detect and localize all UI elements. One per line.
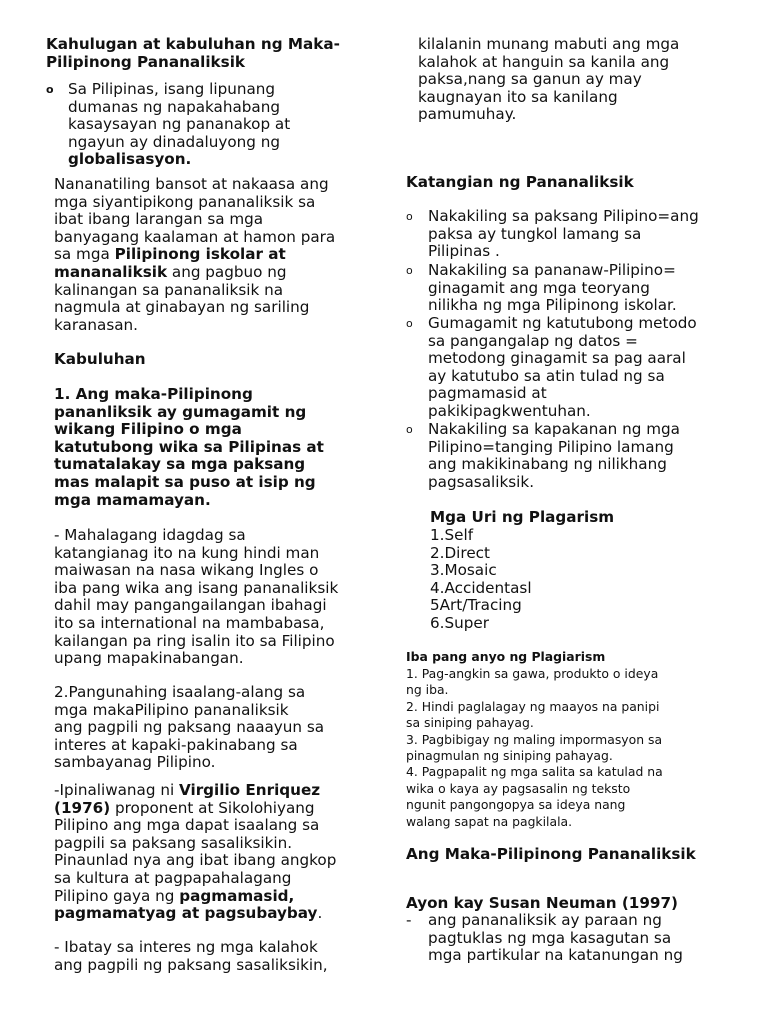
interes-paragraph: - Ibatay sa interes ng mga kalahok ang pagpili ng paksang sasaliksikin, [54,938,328,974]
enriquez-text-b: proponent at Sikolohiyang Pilipino ang mga dapat isaalang sa pagpili sa paksang sasaliksikin. Pinaunlad nya ang ibat ibang angkop sa kultura at pagpapahalagang Pilipino gaya ng [54,798,337,905]
bullet-marker: o [406,423,413,436]
katangian-item [406,315,697,421]
uri-item: 2.Direct [430,543,490,562]
uri-list [430,527,532,633]
katangian-heading: Katangian ng Pananaliksik [406,173,634,191]
intro-bullet-bold: globalisasyon. [68,150,192,169]
uri-item: 4.Accidentasl [430,578,532,597]
kabuluhan-point-2: 2.Pangunahing isaalang-alang sa mga makaPilipino pananaliksik ang pagpili ng paksang naaayun sa interes at kapaki-pakinabang sa sambayanag Pilipino. [54,683,325,772]
document-title: Kahulugan at kabuluhan ng Maka- Pilipinong Pananaliksik [46,35,340,71]
enriquez-text-c: . [317,904,323,923]
katangian-item [406,262,677,315]
iba-heading: Iba pang anyo ng Plagiarism [406,649,606,664]
intro-bullet [46,81,290,169]
intro-paragraph [54,176,335,334]
bullet-marker: o [406,210,413,223]
katangian-item-text: Nakakiling sa paksang Pilipino=ang paksa ay tungkol lamang sa Pilipinas . [428,207,699,261]
enriquez-text-a: -Ipinaliwanag ni [54,781,179,799]
continuation-paragraph: kilalanin munang mabuti ang mga kalahok at hanguin sa kanila ang paksa,nang sa ganun ay may kaugnayan ito sa kanilang pamumuhay. [418,35,680,124]
uri-heading: Mga Uri ng Plagarism [430,508,615,526]
bullet-marker: o [406,317,413,330]
neuman-item [406,912,683,965]
bullet-marker: o [46,83,54,96]
iba-list: 1. Pag-angkin sa gawa, produkto o ideya ng iba. 2. Hindi paglalagay ng maayos na panipi sa siniping pahayag. 3. Pagbibigay ng maling impormasyon sa pinagmulan ng siniping pahayag. 4. Pagpapalit ng mga salita sa katulad na wika o kaya ay pagsasalin ng teksto ngunit pangongopya sa ideya nang walang sapat na pagkilala. [406,666,663,829]
uri-item: 3.Mosaic [430,561,497,580]
uri-item: 6.Super [430,613,489,632]
neuman-text: ang pananaliksik ay paraan ng pagtuklas ng mga kasagutan sa mga partikular na katanungan ng [428,911,683,965]
kabuluhan-point-1: 1. Ang maka-Pilipinong pananliksik ay gumagamit ng wikang Filipino o mga katutubong wika sa Pilipinas at tumatalakay sa mga paksang mas malapit sa puso at isip ng mga mamamayan. [54,385,324,509]
katangian-item-text: Nakakiling sa kapakanan ng mga Pilipino=tanging Pilipino lamang ang makikinabang ng nilikhang pagsasaliksik. [428,420,680,491]
kabuluhan-note-1: - Mahalagang idagdag sa katangianag ito na kung hindi man maiwasan na nasa wikang Ingles o iba pang wika ang isang pananaliksik dahil may pangangailangan ibahagi ito sa international na mambabasa, kailangan pa ring isalin ito sa Filipino upang mapakinabangan. [54,526,339,668]
enriquez-paragraph [54,782,336,923]
intro-bullet-text: Sa Pilipinas, isang lipunang dumanas ng napakahabang kasaysayan ng pananakop at ngayun ay dinadaluyong ng [68,80,291,151]
intro-paragraph-bold: Pilipinong iskolar at mananaliksik [54,245,286,281]
intro-paragraph-text-b: ang pagbuo ng kalinangan sa pananaliksik na nagmula at ginabayan ng sariling karanasan. [54,262,310,334]
bullet-marker: o [406,264,413,277]
kabuluhan-heading: Kabuluhan [54,350,146,368]
katangian-item [406,208,699,261]
katangian-item-text: Nakakiling sa pananaw-Pilipino= ginagamit ang mga teoryang nilikha ng mga Pilipinong iskolar. [428,261,677,315]
uri-item: 5Art/Tracing [430,596,522,615]
katangian-item [406,421,680,491]
enriquez-name: Virgilio Enriquez (1976) [54,781,321,817]
uri-item: 1.Self [430,526,474,544]
neuman-heading: Ayon kay Susan Neuman (1997) [406,894,679,912]
maka-heading: Ang Maka-Pilipinong Pananaliksik [406,845,696,863]
enriquez-methods: pagmamasid, pagmamatyag at pagsubaybay [54,886,318,923]
intro-paragraph-text-a: Nananatiling bansot at nakaasa ang mga siyantipikong pananaliksik sa ibat ibang larangan sa mga banyagang kaalaman at hamon para sa mga [54,175,336,264]
dash-marker: - [406,911,412,929]
katangian-item-text: Gumagamit ng katutubong metodo sa pangangalap ng datos = metodong ginagamit sa pag aaral ay katutubo sa atin tulad ng sa pagmamasid at pakikipagkwentuhan. [428,314,697,420]
